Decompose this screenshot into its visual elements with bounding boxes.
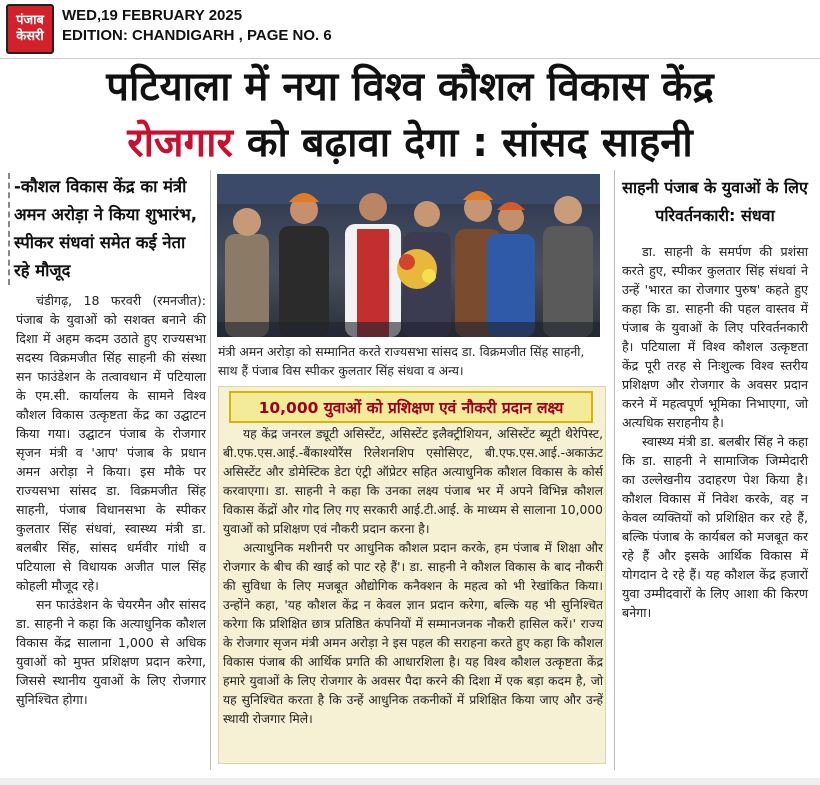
logo-line-2: केसरी [16,29,44,44]
masthead-divider [0,58,820,59]
column-divider-left [210,170,211,770]
boxed-paragraph-2: अत्याधुनिक मशीनरी पर आधुनिक कौशल प्रदान करके, हम पंजाब में शिक्षा और रोजगार के बीच की खाई को पाट रहे हैं'। डा. साहनी ने कौशल विकास के बाद नौकरी की सुविधा के लिए मजबूत औद्योगिक कनैक्शन के महत्व को भी रेखांकित किया। उन्होंने कहा, 'यह कौशल केंद्र न केवल ज्ञान प्रदान करेगा, बल्कि यह भी सुनिश्चित करेगा कि प्रशिक्षित छात्र प्रतिष्ठित कंपनियों में सम्मानजनक नौकरी हासिल करें।' राज्य के रोजगार सृजन मंत्री अमन अरोड़ा ने इस पहल की सराहना करते हुए कहा कि कौशल विकास पंजाब की आर्थिक प्रगति की आधारशिला है। यह विश्व कौशल उत्कृष्टता केंद्र हमारे युवाओं के लिए रोजगार के अवसर पैदा करने की दिशा में एक बड़ा कदम है, जो यह सुनिश्चित करता है कि उन्हें आधुनिक तकनीकों में प्रशिक्षित किया जाए और उन्हें स्थायी रोजगार मिले। [223,541,603,726]
headline-line-2-rest: को बढ़ावा देगा : सांसद साहनी [232,120,693,166]
headline-line-2 [0,117,820,169]
photo-illustration [217,174,600,337]
photo-caption: मंत्री अमन अरोड़ा को सम्मानित करते राज्यसभा सांसद डा. विक्रमजीत सिंह साहनी, साथ हैं पंजाब विस स्पीकर कुलतार सिंह संधवा व अन्य। [218,344,585,378]
left-paragraph-1: चंडीगढ़, 18 फरवरी (रमनजीत): पंजाब के युवाओं को सशक्त बनाने की दिशा में अहम कदम उठाते हुए राज्यसभा सदस्य विक्रमजीत सिंह साहनी की संस्था सन फाउंडेशन के तत्वावधान में पटियाला के एम.सी. कार्यालय के सामने विश्व कौशल विकास उत्कृष्टता केंद्र का उद्घाटन किया गया। उद्घाटन पंजाब के रोजगार सृजन मंत्री व 'आप' पंजाब के प्रधान अमन अरोड़ा ने किया। इस मौके पर राज्यसभा सांसद डा. विक्रमजीत सिंह साहनी, पंजाब विधानसभा के स्पीकर कुलतार सिंह संधवां, स्वास्थ्य मंत्री डा. बलबीर सिंह, सांसद धर्मवीर गांधी व पटियाला से विधायक अजीत पाल सिंह कोहली मौजूद रहे। [16,293,206,593]
boxed-story-body [223,425,603,729]
right-paragraph-2: स्वास्थ्य मंत्री डा. बलबीर सिंह ने कहा कि डा. साहनी ने सामाजिक जिम्मेदारी का उल्लेखनीय उदाहरण पेश किया है। कौशल विकास में निवेश करके, वह न केवल व्यक्तियों को प्रशिक्षित कर रहे हैं, बल्कि पंजाब के कार्यबल को मजबूत कर रहे हैं और इसके आर्थिक विकास में योगदान दे रहे हैं। यह कौशल केंद्र हजारों युवा उम्मीदवारों के लिए आशा की किरण बनेगा। [622,434,808,620]
left-column [16,173,206,709]
logo-line-1: पंजाब [16,13,44,28]
left-subheadline: -कौशल विकास केंद्र का मंत्री अमन अरोड़ा ने किया शुभारंभ, स्पीकर संधवां समेत कई नेता रहे मौजूद [8,173,206,285]
right-column [622,174,808,622]
dateline [62,6,332,46]
column-divider-right [614,170,615,770]
edition-text: EDITION: CHANDIGARH , PAGE NO. 6 [62,27,332,44]
event-photo [217,174,600,337]
bottom-strip [0,778,820,785]
left-paragraph-2: सन फाउंडेशन के चेयरमैन और सांसद डा. साहनी ने कहा कि अत्याधुनिक कौशल विकास केंद्र सालाना 1,000 से अधिक युवाओं को मुफ्त प्रशिक्षण प्रदान करेगा, जिससे स्थानीय युवाओं के लिए रोजगार सुनिश्चित होगा। [16,597,206,707]
boxed-story-heading: 10,000 युवाओं को प्रशिक्षण एवं नौकरी प्रदान लक्ष्य [229,391,593,423]
right-body [622,242,808,622]
right-paragraph-1: डा. साहनी के समर्पण की प्रशंसा करते हुए, स्पीकर कुलतार सिंह संधवां ने उन्हें 'भारत का रोजगार पुरुष' कहते हुए कहा कि डा. साहनी की पहल वास्तव में पंजाब के युवाओं के लिए परिवर्तनकारी है। पटियाला में विश्व कौशल उत्कृष्टता केंद्र पूरी तरह से निःशुल्क विश्व स्तरीय प्रशिक्षण और रोजगार के अवसर प्रदान करने में महत्वपूर्ण भूमिका निभाएगा, जो अत्यधिक सराहनीय है। [622,244,808,430]
headline-red-word: रोजगार [127,120,233,166]
boxed-story [218,386,606,764]
person-figures [225,191,593,337]
date-text: WED,19 FEBRUARY 2025 [62,7,243,24]
headline-line-1: पटियाला में नया विश्व कौशल विकास केंद्र [106,64,714,110]
left-body [16,291,206,709]
newspaper-logo [6,4,54,54]
right-subheadline: साहनी पंजाब के युवाओं के लिए परिवर्तनकारी: संधवा [622,178,808,225]
boxed-paragraph-1: यह केंद्र जनरल ड्यूटी असिस्टेंट, असिस्टेंट इलैक्ट्रीशियन, असिस्टेंट ब्यूटी थैरेपिस्ट, बी.एफ.एस.आई.-बैंकाश्योरैंस रिलेशनशिप एसोसिएट, बी.एफ.एस.आई.-अकाऊंट असिस्टेंट और डोमेस्टिक डेटा एंट्री ऑप्रेटर सहित अत्याधुनिक कौशल विकास के कोर्स करवाएगा। डा. साहनी ने कहा कि उनका लक्ष्य पंजाब भर में अपने विभिन्न कौशल विकास केंद्रों और गोद लिए गए सरकारी आई.टी.आई. के माध्यम से सालाना 10,000 युवाओं को प्रशिक्षण एवं नौकरी प्रदान करना है। [223,427,603,536]
